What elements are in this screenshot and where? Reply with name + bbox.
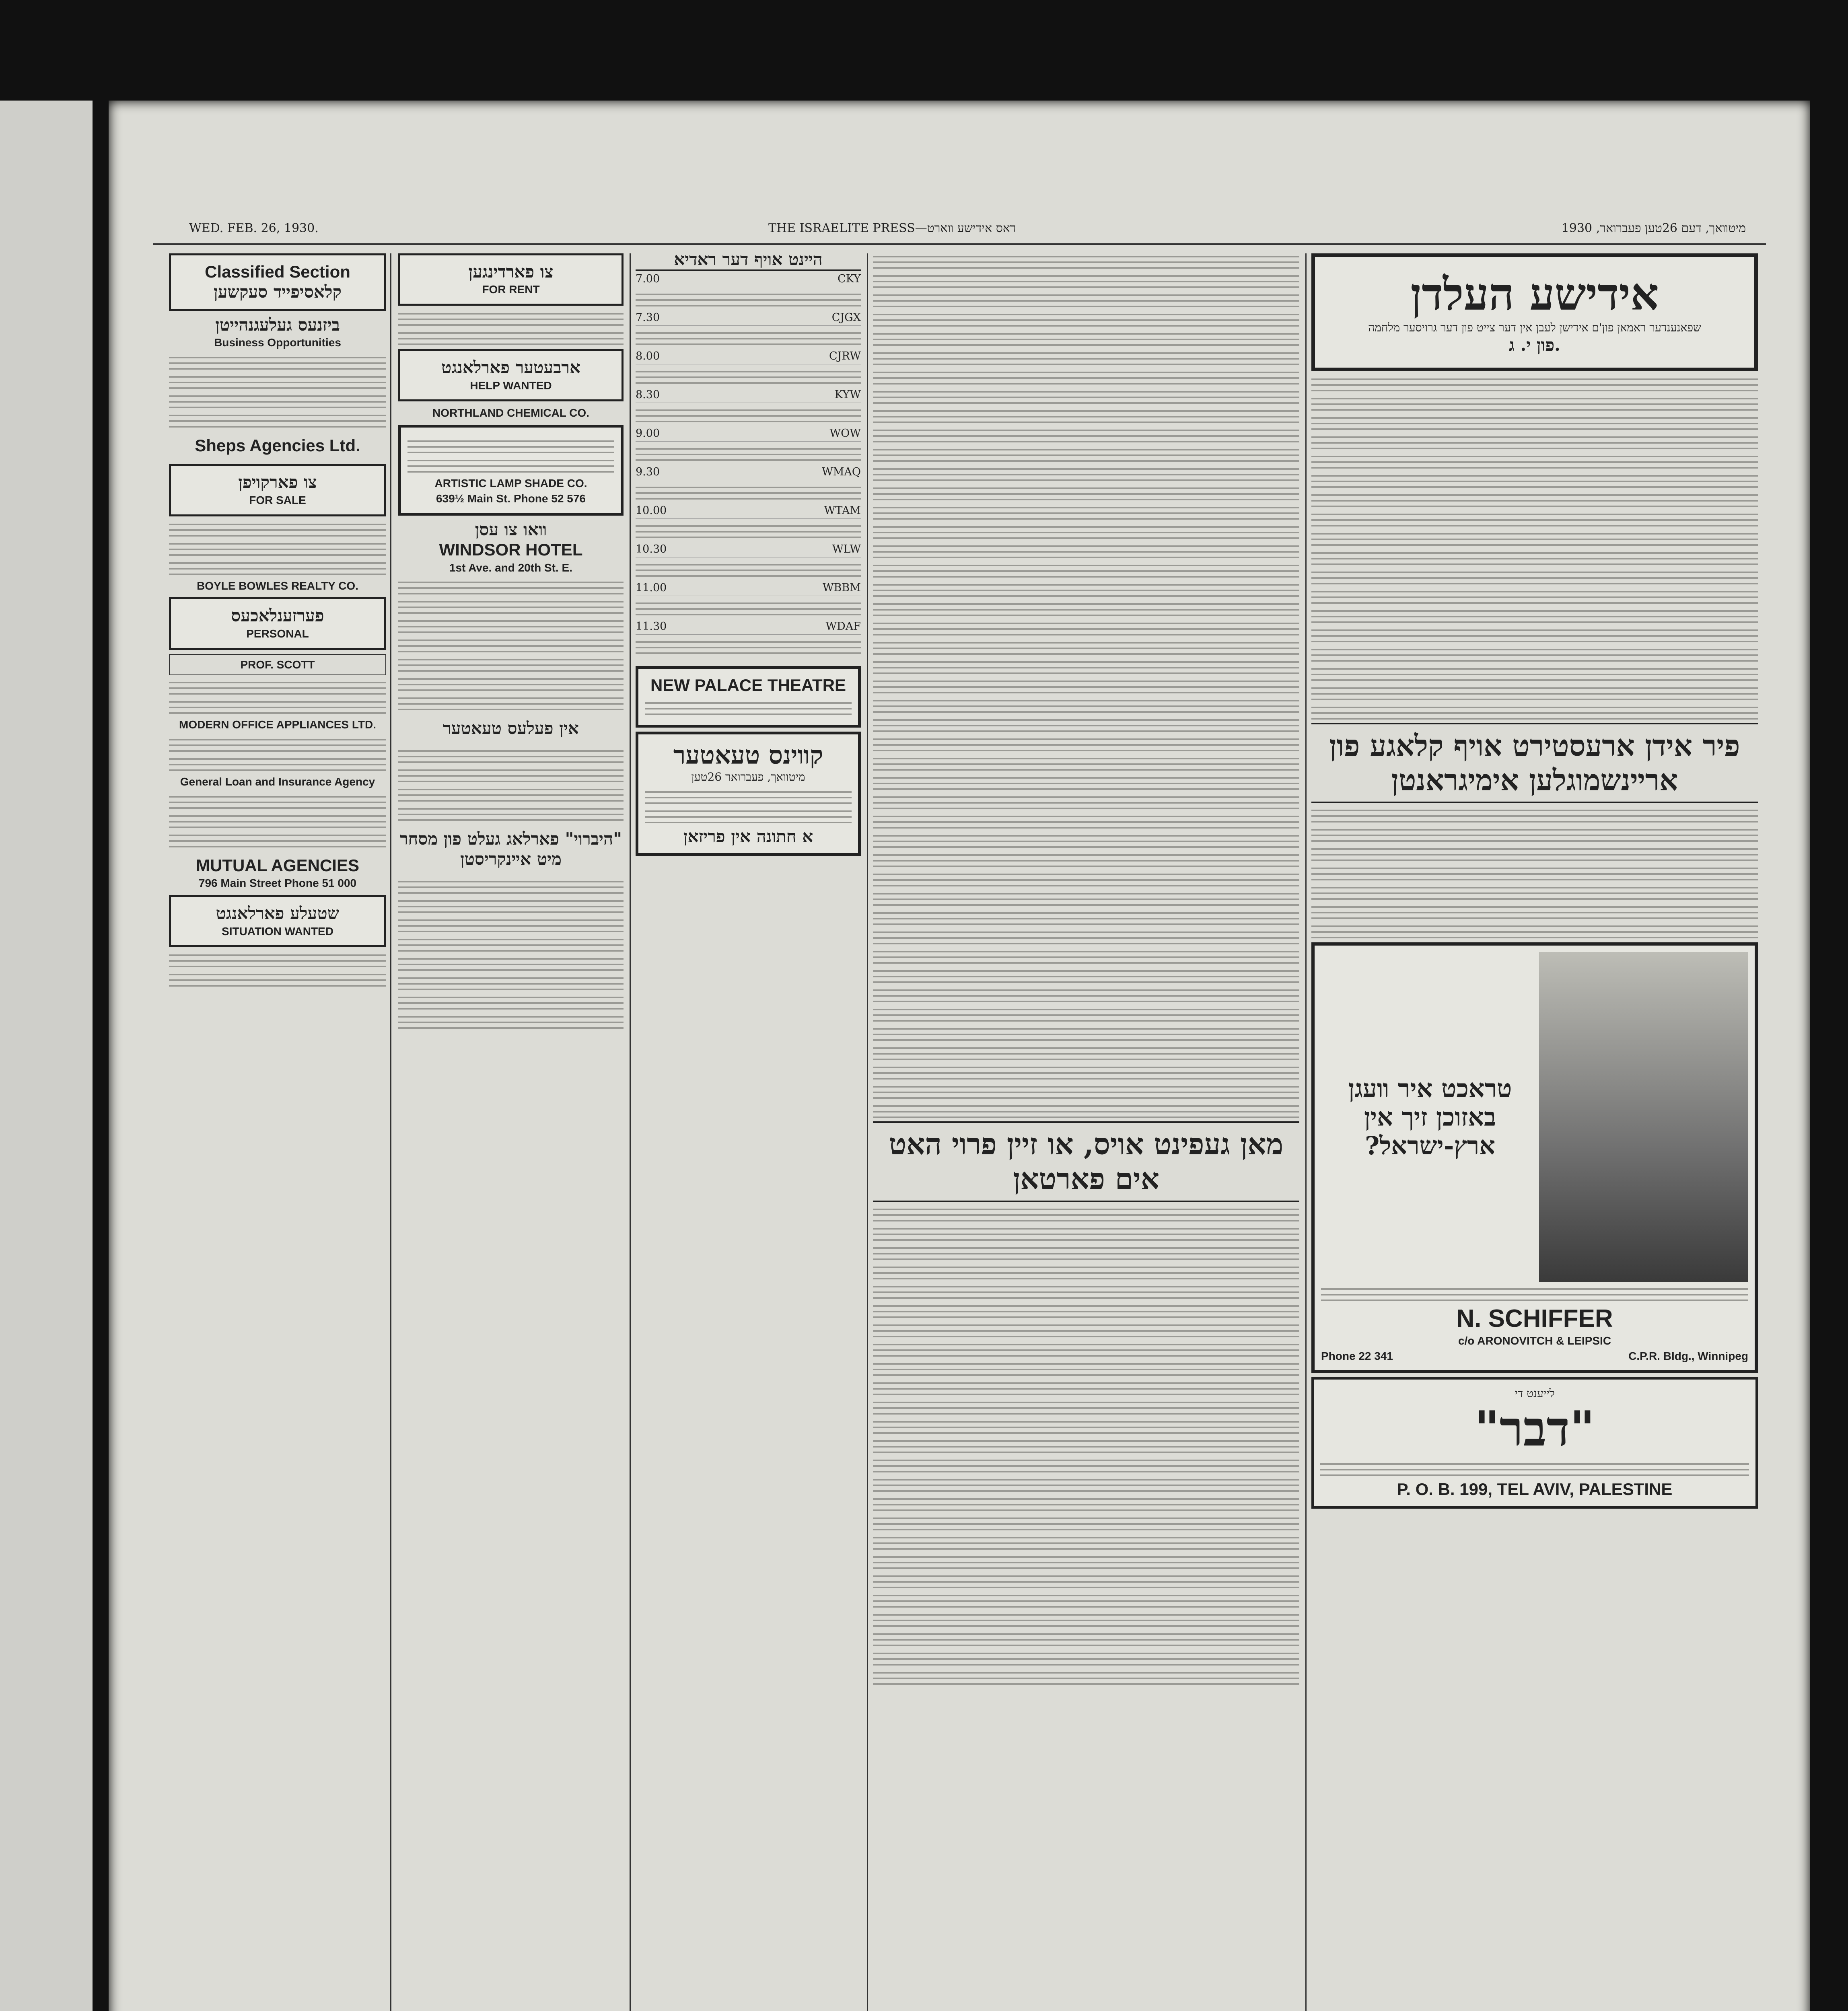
radio-station: KYW: [834, 389, 861, 401]
text-lines: [1320, 1460, 1749, 1476]
newspaper-page: [109, 101, 1810, 2011]
right-column: [1311, 249, 1758, 2011]
queens-title: קװינס טעאטער: [673, 740, 823, 770]
text-lines: [1311, 665, 1758, 681]
radio-program-lines: [636, 522, 861, 538]
text-lines: [873, 1360, 1299, 1376]
text-lines: [169, 354, 386, 370]
text-lines: [169, 392, 386, 408]
text-lines: [398, 993, 624, 1010]
text-lines: [873, 1437, 1299, 1453]
text-lines: [398, 1013, 624, 1029]
text-lines: [398, 805, 624, 821]
text-lines: [1311, 864, 1758, 880]
travel-line1: טראכט איר װעגן: [1348, 1073, 1512, 1103]
text-lines: [873, 542, 1299, 558]
column-rule: [630, 253, 631, 2011]
text-lines: [1311, 646, 1758, 662]
general-loan: General Loan and Insurance Agency: [180, 775, 375, 788]
artistic-name: ARTISTIC LAMP SHADE CO.: [434, 477, 587, 490]
text-lines: [873, 986, 1299, 1002]
radio-title: הײנט אויף דער ראדיא: [636, 249, 861, 271]
text-lines: [873, 658, 1299, 674]
text-lines: [873, 1063, 1299, 1080]
text-lines: [398, 747, 624, 763]
text-lines: [873, 407, 1299, 423]
queens-box: [636, 732, 861, 856]
radio-program-lines: [636, 445, 861, 461]
text-lines: [873, 677, 1299, 693]
radio-time: 7.00: [636, 273, 660, 286]
radio-program-lines: [636, 638, 861, 654]
text-lines: [873, 812, 1299, 829]
radio-station: CKY: [838, 273, 861, 286]
text-lines: [873, 716, 1299, 732]
text-lines: [169, 411, 386, 428]
text-lines: [873, 1321, 1299, 1337]
text-lines: [873, 639, 1299, 655]
radio-time: 8.00: [636, 350, 660, 363]
situation-yi: שטעלע פארלאנגט: [216, 903, 340, 923]
travel-co: c/o ARONOVITCH & LEIPSIC: [1458, 1334, 1611, 1347]
text-lines: [398, 675, 624, 691]
text-lines: [407, 437, 614, 453]
text-lines: [873, 1611, 1299, 1627]
situation-box: [169, 895, 386, 947]
text-lines: [873, 1553, 1299, 1569]
text-lines: [398, 329, 624, 345]
for-sale-en: FOR SALE: [249, 493, 306, 506]
text-lines: [169, 831, 386, 847]
article-text: [873, 253, 1299, 1118]
hebrew-headline: "היברוי" פארלאג געלט פון מסחר מיט אײנקריסטן: [399, 829, 622, 869]
text-lines: [1311, 375, 1758, 391]
travel-line3: ארץ-ישראל?: [1364, 1131, 1496, 1161]
palace-yi: אין פעלעס טעאטער: [443, 718, 579, 738]
text-lines: [407, 456, 614, 473]
text-lines: [873, 1495, 1299, 1511]
text-lines: [873, 465, 1299, 481]
text-lines: [1311, 568, 1758, 584]
text-lines: [1321, 1285, 1748, 1301]
radio-station: CJRW: [829, 350, 861, 363]
windsor-addr: 1st Ave. and 20th St. E.: [449, 561, 573, 574]
windsor-yi: װאו צו עסן: [475, 519, 547, 539]
masthead-title: אידישע העלדן: [1410, 268, 1659, 320]
text-lines: [169, 951, 386, 967]
northland: NORTHLAND CHEMICAL CO.: [432, 407, 589, 419]
radio-time: 7.30: [636, 311, 660, 324]
text-lines: [873, 1083, 1299, 1099]
column-rule: [1305, 253, 1307, 2011]
text-lines: [873, 1398, 1299, 1415]
new-palace-title: NEW PALACE THEATRE: [650, 676, 846, 695]
sheps-agencies: Sheps Agencies Ltd.: [195, 436, 360, 455]
new-palace-box: [636, 666, 861, 727]
text-lines: [1311, 903, 1758, 919]
text-lines: [873, 755, 1299, 771]
text-lines: [1311, 414, 1758, 430]
text-lines: [398, 878, 624, 894]
text-lines: [873, 484, 1299, 500]
travel-name: N. SCHIFFER: [1456, 1305, 1613, 1333]
text-lines: [873, 851, 1299, 867]
radio-time: 11.30: [636, 620, 667, 633]
text-lines: [169, 540, 386, 556]
text-lines: [873, 253, 1299, 269]
text-lines: [873, 426, 1299, 442]
travel-bldg: C.P.R. Bldg., Winnipeg: [1628, 1349, 1748, 1362]
text-lines: [169, 736, 386, 752]
text-lines: [873, 1205, 1299, 1221]
radio-row: [636, 541, 861, 557]
text-lines: [873, 697, 1299, 713]
for-rent-box: [398, 253, 624, 306]
text-lines: [873, 1649, 1299, 1666]
text-lines: [1311, 491, 1758, 507]
text-lines: [1311, 826, 1758, 842]
text-lines: [1311, 433, 1758, 449]
gefunen-headline: מאן געפינט אויס, או זיין פרוי האט אים פארטאן: [873, 1121, 1299, 1202]
radio-list: [636, 271, 861, 654]
radio-station: WDAF: [825, 620, 861, 633]
text-lines: [873, 581, 1299, 597]
text-lines: [873, 1476, 1299, 1492]
radio-program-lines: [636, 561, 861, 577]
radio-row: [636, 619, 861, 635]
situation-en: SITUATION WANTED: [222, 925, 333, 938]
radio-station: WLW: [832, 543, 861, 556]
text-lines: [1321, 1349, 1748, 1364]
text-lines: [873, 619, 1299, 635]
header-date-yi: מיטװאך, דעם 26טען פעברואר, 1930: [1561, 221, 1746, 235]
radio-row: [636, 503, 861, 519]
radio-program-lines: [636, 368, 861, 384]
classified-box: [169, 253, 386, 311]
text-lines: [873, 1514, 1299, 1530]
travel-ad: [1311, 942, 1758, 1373]
radio-program-lines: [636, 406, 861, 422]
text-lines: [1311, 607, 1758, 623]
business-yi: ביזנעס געלעגנהייטן: [215, 315, 340, 335]
text-lines: [1311, 375, 1758, 720]
text-lines: [873, 1044, 1299, 1060]
modern-office: MODERN OFFICE APPLIANCES LTD.: [179, 718, 376, 731]
personal-box: [169, 597, 386, 650]
text-lines: [398, 310, 624, 326]
davar-title: "דבר": [1474, 1400, 1595, 1458]
classified-column-2: [398, 249, 624, 2011]
help-wanted-en: HELP WANTED: [470, 379, 552, 392]
text-lines: [873, 1283, 1299, 1299]
text-lines: [398, 897, 624, 913]
text-lines: [873, 1379, 1299, 1395]
text-lines: [1311, 510, 1758, 526]
personal-yi: פערזענלאכעס: [231, 606, 324, 626]
text-lines: [873, 1263, 1299, 1279]
text-lines: [873, 561, 1299, 578]
for-rent-en: FOR RENT: [482, 283, 540, 296]
text-lines: [1311, 845, 1758, 861]
text-lines: [873, 774, 1299, 790]
text-lines: [169, 812, 386, 828]
text-lines: [873, 1456, 1299, 1472]
text-lines: [873, 832, 1299, 848]
text-lines: [873, 1244, 1299, 1260]
radio-row: [636, 271, 861, 287]
text-lines: [645, 699, 852, 715]
queens-date: מיטװאך, פעברואר 26טען: [691, 770, 805, 784]
text-lines: [873, 793, 1299, 809]
text-lines: [873, 1592, 1299, 1608]
davar-address: P. O. B. 199, TEL AVIV, PALESTINE: [1397, 1480, 1673, 1499]
queens-play: א חתונה אין פריזאן: [683, 826, 813, 846]
text-lines: [398, 598, 624, 614]
column-rule: [867, 253, 868, 2011]
personal-en: PERSONAL: [246, 627, 309, 640]
text-lines: [398, 916, 624, 932]
text-lines: [873, 368, 1299, 385]
text-lines: [398, 694, 624, 710]
masthead-author: פון י. ג.: [1509, 335, 1560, 355]
text-lines: [873, 600, 1299, 616]
classified-column-1: [169, 249, 386, 2011]
text-lines: [398, 955, 624, 971]
text-lines: [1311, 395, 1758, 411]
radio-time: 9.00: [636, 427, 660, 440]
text-lines: [873, 1418, 1299, 1434]
text-lines: [873, 1341, 1299, 1357]
mutual-address: 796 Main Street Phone 51 000: [198, 877, 357, 890]
text-lines: [398, 636, 624, 652]
text-lines: [1311, 549, 1758, 565]
text-lines: [873, 870, 1299, 886]
travel-phone: Phone 22 341: [1321, 1349, 1393, 1362]
column-rule: [390, 253, 391, 2011]
prof-scott: PROF. SCOTT: [169, 654, 386, 676]
text-lines: [873, 349, 1299, 365]
text-lines: [1321, 1074, 1539, 1160]
text-lines: [1311, 806, 1758, 938]
text-lines: [398, 617, 624, 633]
radio-station: WMAQ: [821, 466, 861, 479]
text-lines: [169, 679, 386, 695]
radio-station: WBBM: [822, 582, 861, 594]
text-lines: [169, 793, 386, 809]
text-lines: [873, 928, 1299, 944]
radio-station: WOW: [829, 427, 861, 440]
text-lines: [169, 698, 386, 714]
for-sale-yi: צו פארקויפן: [238, 472, 317, 492]
text-lines: [169, 373, 386, 389]
header-title: THE ISRAELITE PRESS—דאס אידישע װארט: [768, 221, 1016, 235]
text-lines: [1311, 530, 1758, 546]
text-lines: [1321, 1282, 1748, 1363]
text-lines: [1311, 806, 1758, 822]
business-en: Business Opportunities: [214, 336, 341, 349]
classified-title-yi: קלאסיפייד סעקשען: [213, 282, 342, 302]
text-lines: [169, 971, 386, 987]
text-lines: [873, 291, 1299, 307]
text-lines: [873, 1225, 1299, 1241]
article-column: [873, 249, 1299, 2011]
text-lines: [873, 446, 1299, 462]
text-lines: [398, 766, 624, 782]
mutual-agencies: MUTUAL AGENCIES: [196, 855, 359, 875]
adjacent-page-edge: [0, 101, 93, 2011]
radio-time: 8.30: [636, 389, 660, 401]
text-lines: [873, 1572, 1299, 1588]
text-lines: [1311, 626, 1758, 642]
boyle-realty: BOYLE BOWLES REALTY CO.: [197, 579, 358, 592]
text-lines: [169, 755, 386, 771]
text-lines: [873, 310, 1299, 327]
text-lines: [873, 967, 1299, 983]
classified-title-en: Classified Section: [205, 262, 350, 281]
text-lines: [873, 735, 1299, 751]
help-wanted-box: [398, 349, 624, 401]
text-lines: [398, 656, 624, 672]
text-lines: [873, 272, 1299, 288]
text-lines: [873, 948, 1299, 964]
artistic-addr: 639½ Main St. Phone 52 576: [436, 492, 586, 505]
radio-time: 10.00: [636, 504, 667, 517]
radio-station: WTAM: [824, 504, 861, 517]
text-lines: [873, 1102, 1299, 1118]
text-lines: [398, 936, 624, 952]
text-lines: [873, 1025, 1299, 1041]
radio-column: [636, 249, 861, 2011]
radio-program-lines: [636, 483, 861, 500]
text-lines: [1311, 472, 1758, 488]
text-lines: [873, 1302, 1299, 1318]
text-lines: [1311, 703, 1758, 720]
radio-time: 10.30: [636, 543, 667, 556]
radio-time: 9.30: [636, 466, 660, 479]
text-lines: [169, 520, 386, 537]
radio-row: [636, 387, 861, 403]
for-rent-yi: צו פארדינגען: [468, 262, 554, 282]
text-lines: [398, 974, 624, 990]
radio-row: [636, 580, 861, 596]
radio-station: CJGX: [831, 311, 861, 324]
help-wanted-yi: ארבעטער פארלאנגט: [441, 358, 580, 378]
text-lines: [873, 504, 1299, 520]
text-lines: [1311, 452, 1758, 469]
radio-program-lines: [636, 599, 861, 615]
arrested-headline: פיר אידן ארעסטירט אויף קלאגע פון ארײנשמוגלען אימיגראנטן: [1311, 723, 1758, 804]
text-lines: [1311, 922, 1758, 938]
text-lines: [873, 1630, 1299, 1646]
radio-program-lines: [636, 290, 861, 306]
text-lines: [873, 1205, 1299, 1685]
radio-row: [636, 426, 861, 442]
text-lines: [873, 1534, 1299, 1550]
masthead-box: [1311, 253, 1758, 371]
text-lines: [645, 788, 852, 804]
text-lines: [1311, 884, 1758, 900]
text-lines: [873, 1669, 1299, 1685]
text-lines: [1311, 588, 1758, 604]
text-lines: [398, 578, 624, 594]
radio-row: [636, 310, 861, 326]
radio-row: [636, 464, 861, 480]
davar-ad: [1311, 1377, 1758, 1508]
header-date-en: WED. FEB. 26, 1930.: [189, 221, 319, 235]
text-lines: [169, 559, 386, 575]
text-lines: [873, 388, 1299, 404]
portrait-photo: [1539, 952, 1748, 1282]
text-lines: [873, 890, 1299, 906]
travel-line2: באזוכן זיך אין: [1364, 1102, 1496, 1132]
text-lines: [873, 1006, 1299, 1022]
artistic-box: [398, 425, 624, 516]
text-lines: [398, 785, 624, 802]
windsor-name: WINDSOR HOTEL: [439, 540, 583, 559]
radio-time: 11.00: [636, 582, 667, 594]
radio-row: [636, 348, 861, 364]
davar-pre: לייענט די: [1515, 1387, 1555, 1400]
radio-program-lines: [636, 329, 861, 345]
text-lines: [873, 523, 1299, 539]
page-header: [109, 217, 1810, 241]
for-sale-box: [169, 464, 386, 516]
text-lines: [1311, 684, 1758, 700]
masthead-sub: שפאנענדער ראמאן פון'ם אידישן לעבן אין דער צייט פון דער גרויסער מלחמה: [1368, 321, 1701, 334]
text-lines: [873, 330, 1299, 346]
text-lines: [873, 909, 1299, 925]
header-rule: [153, 243, 1766, 245]
text-lines: [645, 807, 852, 823]
